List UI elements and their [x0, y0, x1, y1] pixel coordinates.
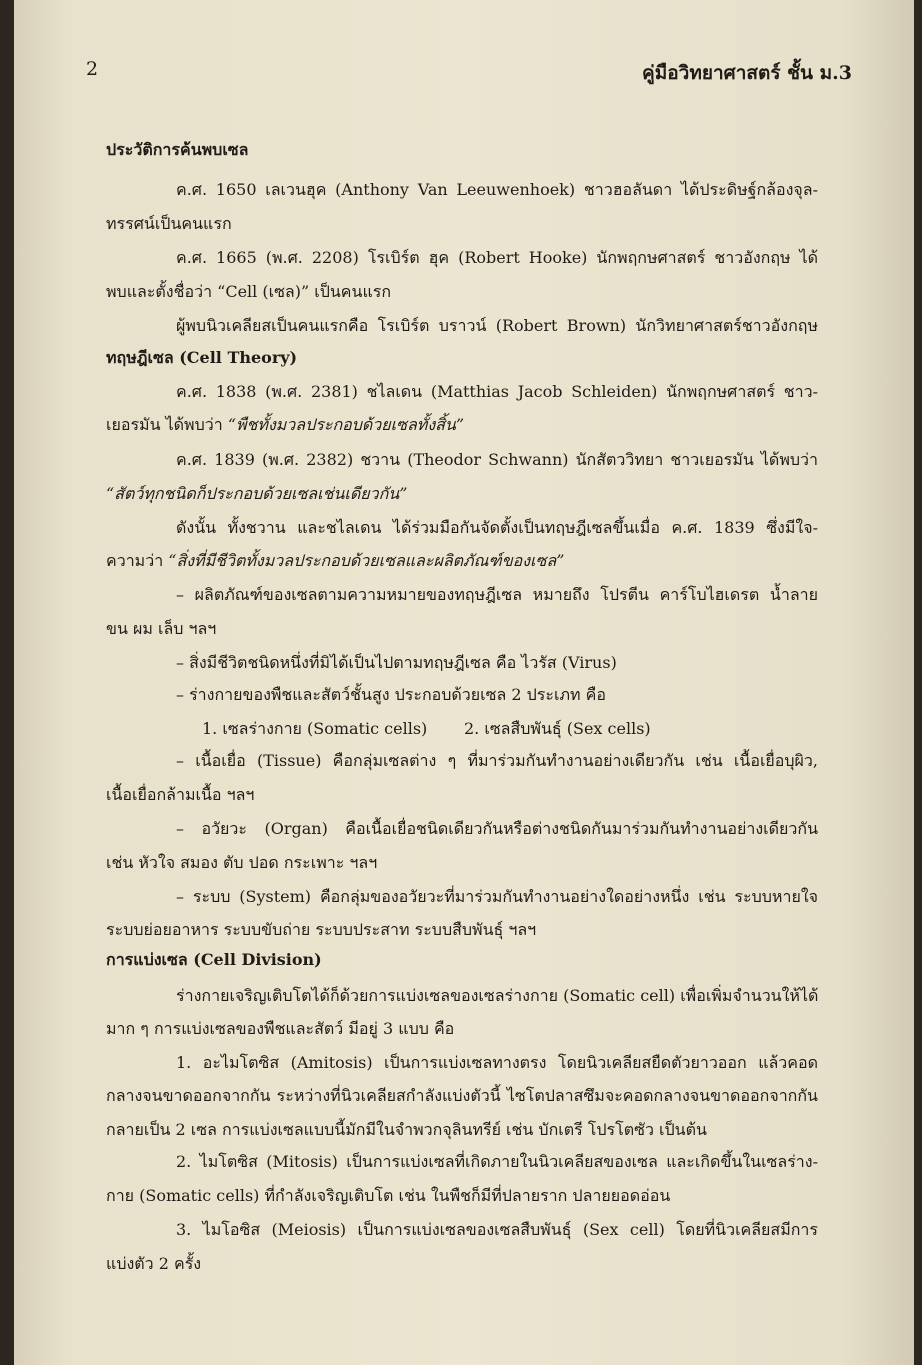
paragraph-line: ค.ศ. 1650 เลเวนฮุค (Anthony Van Leeuwenhoek) ชาวฮอลันดา ได้ประดิษฐ์กล้องจุล- — [176, 180, 818, 199]
bullet-line: – สิ่งมีชีวิตชนิดหนึ่งที่มิได้เป็นไปตามทฤษฎีเซล คือ ไวรัส (Virus) — [176, 653, 617, 672]
paragraph-line: 3. ไมโอซิส (Meiosis) เป็นการแบ่งเซลของเซลสืบพันธุ์ (Sex cell) โดยที่นิวเคลียสมีการ — [176, 1220, 818, 1239]
paragraph-line: ผู้พบนิวเคลียสเป็นคนแรกคือ โรเบิร์ต บราวน์ (Robert Brown) นักวิทยาศาสตร์ชาวอังกฤษ — [176, 316, 818, 335]
bullet-line: ขน ผม เล็บ ฯลฯ — [106, 619, 217, 638]
bullet-line: – ร่างกายของพืชและสัตว์ชั้นสูง ประกอบด้วยเซล 2 ประเภท คือ — [176, 685, 606, 704]
paragraph-line: แบ่งตัว 2 ครั้ง — [106, 1254, 202, 1273]
paragraph-line — [106, 413, 464, 438]
bullet-line: ระบบย่อยอาหาร ระบบขับถ่าย ระบบประสาท ระบบสืบพันธุ์ ฯลฯ — [106, 920, 537, 939]
paragraph-line — [106, 549, 564, 574]
bullet-line: – ระบบ (System) คือกลุ่มของอวัยวะที่มาร่วมกันทำงานอย่างใดอย่างหนึ่ง เช่น ระบบหายใจ — [176, 887, 818, 906]
paragraph-text: เยอรมัน ได้พบว่า — [106, 415, 228, 434]
bullet-line: – เนื้อเยื่อ (Tissue) คือกลุ่มเซลต่าง ๆ ที่มาร่วมกันทำงานอย่างเดียวกัน เช่น เนื้อเยื่อบุผิว, — [176, 751, 818, 770]
paragraph-line: กลายเป็น 2 เซล การแบ่งเซลแบบนี้มักมีในจำพวกจุลินทรีย์ เช่น บักเตรี โปรโตซัว เป็นต้น — [106, 1120, 707, 1139]
quote-text: “พืชทั้งมวลประกอบด้วยเซลทั้งสิ้น” — [227, 415, 465, 434]
paragraph-line: 1. อะไมโตซิส (Amitosis) เป็นการแบ่งเซลทางตรง โดยนิวเคลียสยืดตัวยาวออก แล้วคอด — [176, 1053, 818, 1072]
paragraph-line: ดังนั้น ทั้งชวาน และชไลเดน ได้ร่วมมือกันจัดตั้งเป็นทฤษฎีเซลขึ้นเมื่อ ค.ศ. 1839 ซึ่งมีใจ- — [176, 518, 818, 537]
paragraph-line: กลางจนขาดออกจากกัน ระหว่างที่นิวเคลียสกำลังแบ่งตัวนี้ ไซโตปลาสซึมจะคอดกลางจนขาดออกจากกัน — [106, 1086, 818, 1105]
paragraph-line: ทรรศน์เป็นคนแรก — [106, 214, 232, 233]
quote-text: “สิ่งที่มีชีวิตทั้งมวลประกอบด้วยเซลและผลิตภัณฑ์ของเซล” — [168, 551, 565, 570]
section-heading-history: ประวัติการค้นพบเซล — [106, 140, 249, 159]
running-title: คู่มือวิทยาศาสตร์ ชั้น ม.3 — [642, 62, 852, 84]
paragraph-line: ค.ศ. 1665 (พ.ศ. 2208) โรเบิร์ต ฮุค (Robert Hooke) นักพฤกษศาสตร์ ชาวอังกฤษ ได้ — [176, 248, 818, 267]
paragraph-line: พบและตั้งชื่อว่า “Cell (เซล)” เป็นคนแรก — [106, 282, 392, 301]
paragraph-text: ความว่า — [106, 551, 169, 570]
page-number: 2 — [86, 58, 99, 80]
book-page — [14, 0, 914, 1365]
paragraph-line: มาก ๆ การแบ่งเซลของพืชและสัตว์ มีอยู่ 3 แบบ คือ — [106, 1019, 455, 1038]
paragraph-line: ค.ศ. 1839 (พ.ศ. 2382) ชวาน (Theodor Schwann) นักสัตววิทยา ชาวเยอรมัน ได้พบว่า — [176, 450, 818, 469]
list-item-sex-cells: 2. เซลสืบพันธุ์ (Sex cells) — [464, 719, 651, 738]
section-heading-cell-division: การแบ่งเซล (Cell Division) — [106, 950, 322, 969]
paragraph-line: ค.ศ. 1838 (พ.ศ. 2381) ชไลเดน (Matthias Jacob Schleiden) นักพฤกษศาสตร์ ชาว- — [176, 382, 818, 401]
paragraph-line: กาย (Somatic cells) ที่กำลังเจริญเติบโต เช่น ในพืชก็มีที่ปลายราก ปลายยอดอ่อน — [106, 1186, 671, 1205]
paragraph-line: 2. ไมโตซิส (Mitosis) เป็นการแบ่งเซลที่เกิดภายในนิวเคลียสของเซล และเกิดขึ้นในเซลร่าง- — [176, 1152, 818, 1171]
list-item-somatic: 1. เซลร่างกาย (Somatic cells) — [202, 719, 428, 738]
bullet-line: เนื้อเยื่อกล้ามเนื้อ ฯลฯ — [106, 785, 255, 804]
section-heading-cell-theory: ทฤษฎีเซล (Cell Theory) — [106, 348, 298, 367]
quote-text: “สัตว์ทุกชนิดก็ประกอบด้วยเซลเช่นเดียวกัน” — [106, 484, 408, 503]
paragraph-line: ร่างกายเจริญเติบโตได้ก็ด้วยการแบ่งเซลของเซลร่างกาย (Somatic cell) เพื่อเพิ่มจำนวนให้ได้ — [176, 986, 819, 1005]
bullet-line: – อวัยวะ (Organ) คือเนื้อเยื่อชนิดเดียวกันหรือต่างชนิดกันมาร่วมกันทำงานอย่างเดียวกัน — [176, 819, 818, 838]
bullet-line: – ผลิตภัณฑ์ของเซลตามความหมายของทฤษฎีเซล หมายถึง โปรตีน คาร์โบไฮเดรต น้ำลาย — [176, 585, 818, 604]
bullet-line: เช่น หัวใจ สมอง ตับ ปอด กระเพาะ ฯลฯ — [106, 853, 378, 872]
